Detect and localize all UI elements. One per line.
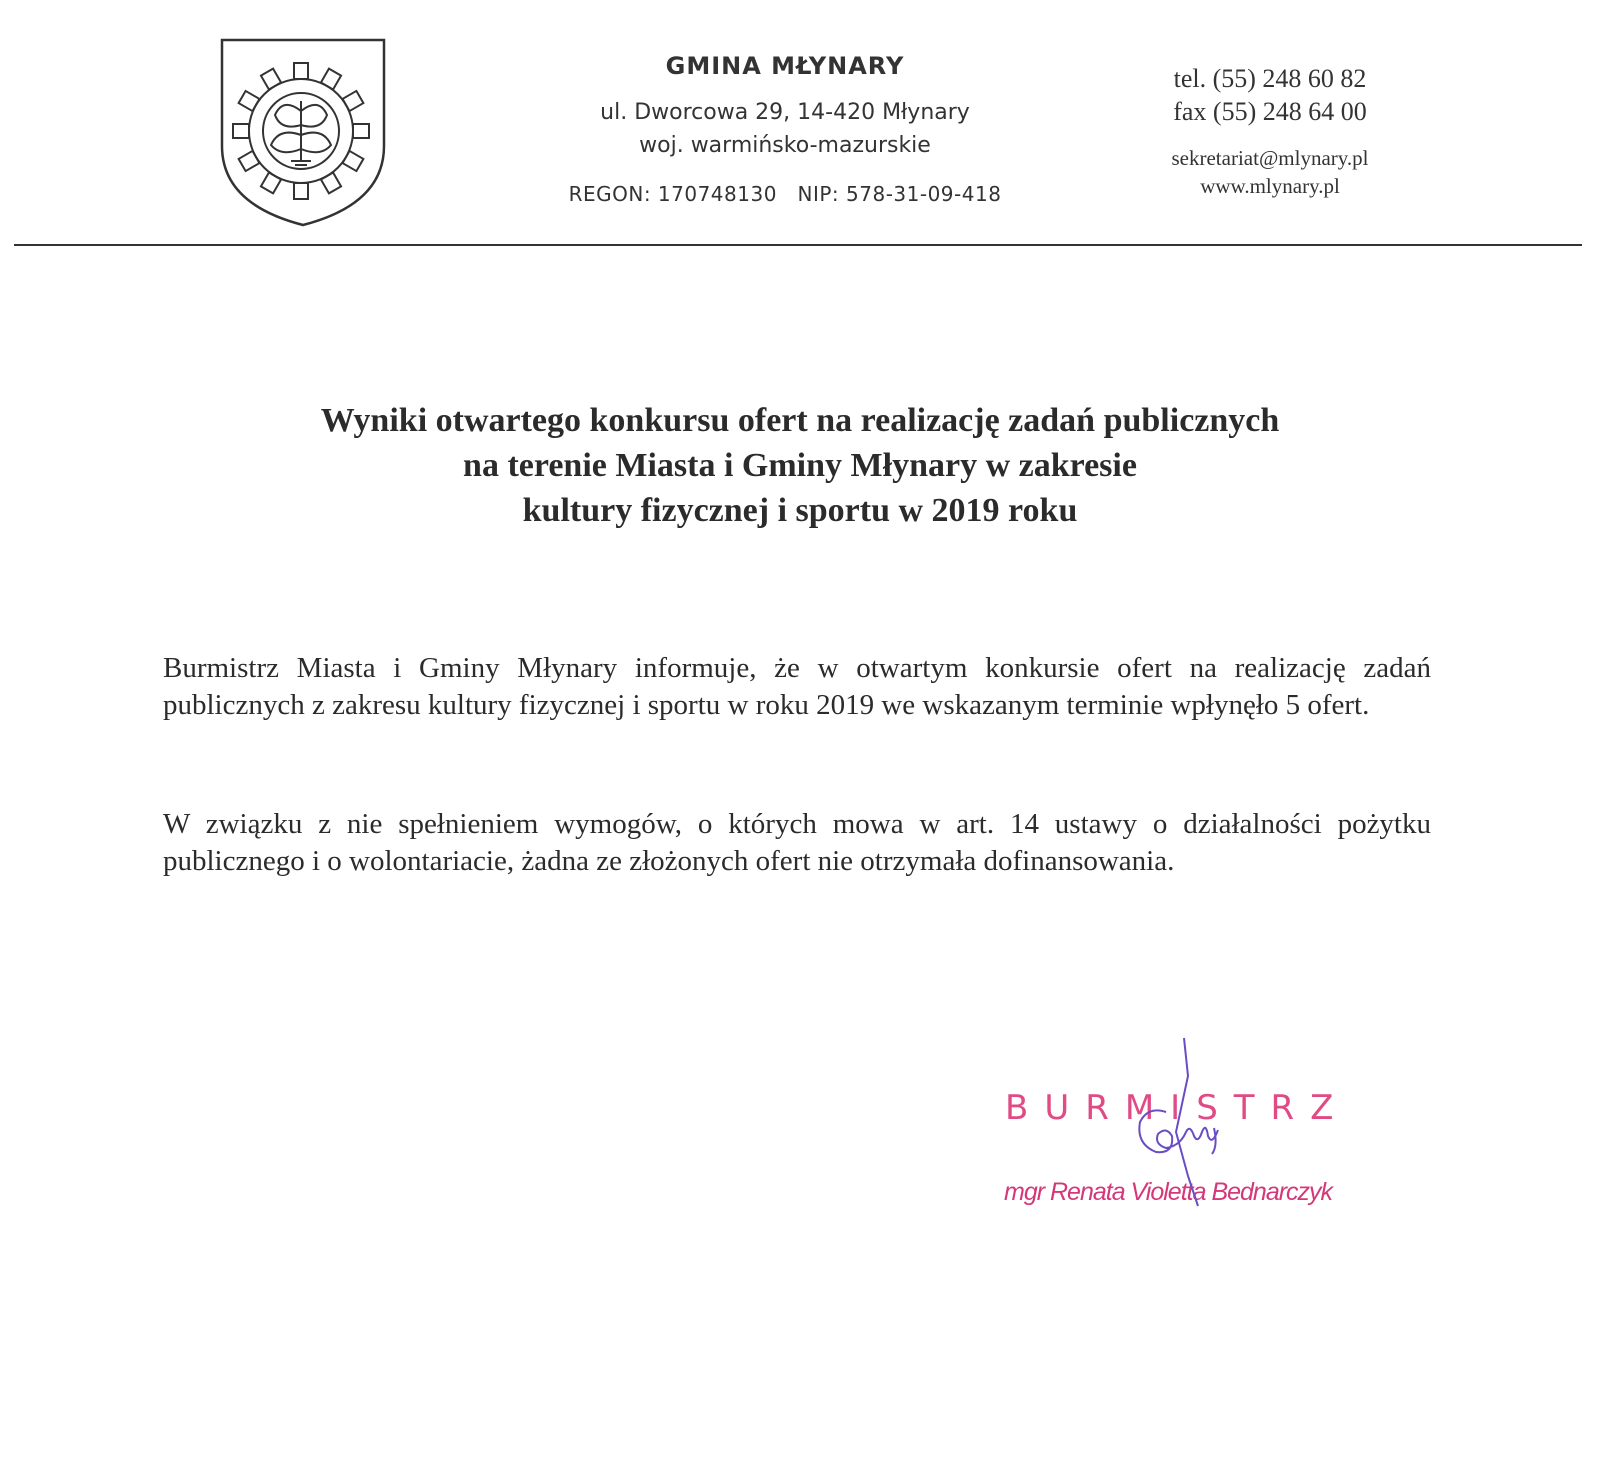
stamp-name: mgr Renata Violetta Bednarczyk — [1004, 1178, 1333, 1206]
telephone: tel. (55) 248 60 82 — [1173, 64, 1367, 93]
fax: fax (55) 248 64 00 — [1173, 97, 1367, 126]
letterhead-center — [520, 52, 1050, 206]
document-title — [160, 398, 1440, 533]
title-line1: Wyniki otwartego konkursu ofert na realizację zadań publicznych — [320, 402, 1280, 439]
letterhead-contact — [1120, 62, 1420, 200]
paragraph-2: W związku z nie spełnieniem wymogów, o których mowa w art. 14 ustawy o działalności pożytku publicznego i o wolontariacie, żadna ze złożonych ofert nie otrzymała dofinansowania. — [163, 808, 1431, 877]
title-line2: na terenie Miasta i Gminy Młynary w zakresie — [463, 447, 1137, 484]
title-line3: kultury fizycznej i sportu w 2019 roku — [522, 492, 1078, 529]
email-link[interactable]: sekretariat@mlynary.pl — [1171, 146, 1369, 170]
identifiers: REGON: 170748130 NIP: 578-31-09-418 — [568, 182, 1002, 206]
coat-of-arms-icon — [218, 36, 388, 229]
organization-name: GMINA MŁYNARY — [665, 52, 905, 80]
header-divider — [14, 244, 1582, 246]
paragraph-1: Burmistrz Miasta i Gminy Młynary informuje, że w otwartym konkursie ofert na realizację zadań publicznych z zakresu kultury fizycznej i sportu w roku 2019 we wskazanym terminie wpłynęło 5 ofert. — [163, 652, 1431, 721]
stamp-title: BURMISTRZ — [1005, 1088, 1350, 1128]
website-link[interactable]: www.mlynary.pl — [1200, 174, 1340, 198]
address-line1: ul. Dworcowa 29, 14-420 Młynary — [600, 100, 970, 125]
address-line2: woj. warmińsko-mazurskie — [639, 133, 931, 158]
signature — [1110, 1036, 1260, 1216]
